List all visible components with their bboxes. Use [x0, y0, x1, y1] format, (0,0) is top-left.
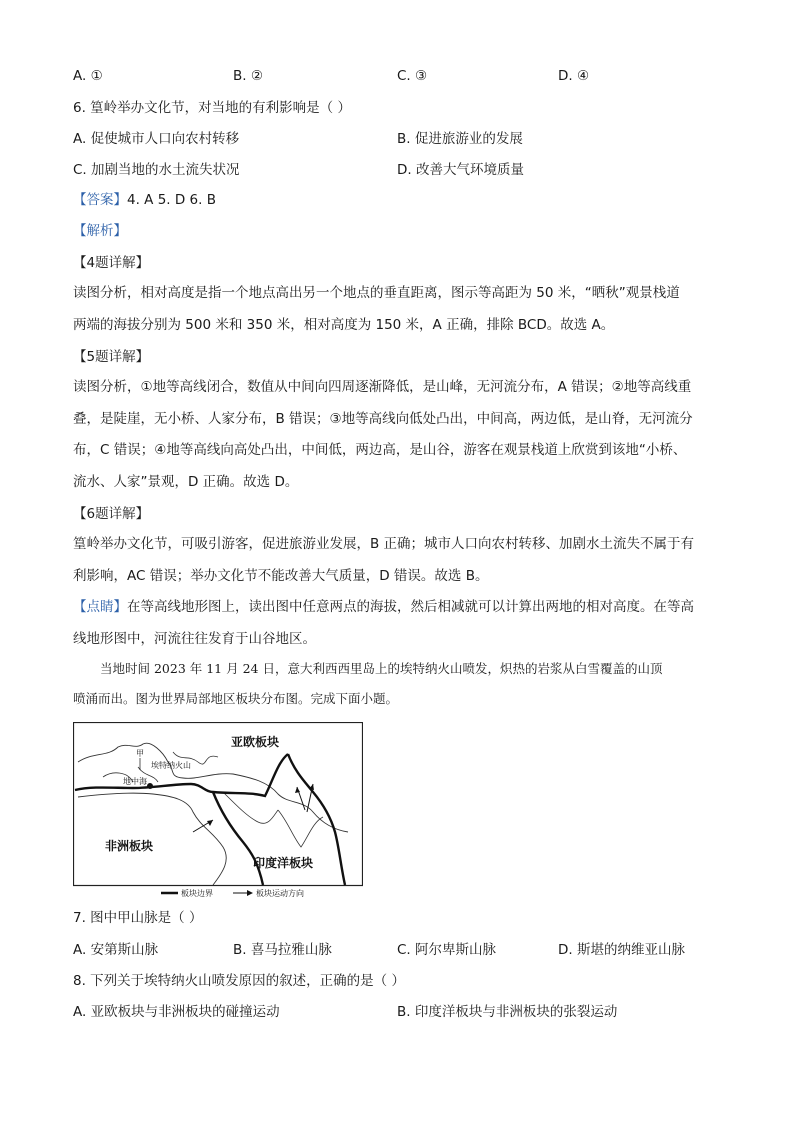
detail6-line: 利影响，AC 错误；举办文化节不能改善大气质量，D 错误。故选 B。 — [73, 567, 489, 584]
q6-option-b: B. 促进旅游业的发展 — [397, 131, 523, 147]
detail6-body — [73, 529, 723, 592]
q6-option-d: D. 改善大气环境质量 — [397, 162, 524, 178]
tips-body — [73, 592, 723, 655]
detail4-line: 两端的海拔分别为 500 米和 350 米，相对高度为 150 米，A 正确，排除 BCD。故选 A。 — [73, 316, 615, 333]
label-sea: 地中海 — [123, 777, 147, 786]
detail5-line: 读图分析，①地等高线闭合，数值从中间向四周逐渐降低，是山峰，无河流分布，A 错误；②地等高线重 — [73, 379, 692, 395]
label-etna: 埃特纳火山 — [151, 761, 191, 770]
label-indian-plate: 印度洋板块 — [253, 856, 314, 870]
q7-option-d: D. 斯堪的纳维亚山脉 — [558, 942, 685, 958]
q6-stem: 6. 篁岭举办文化节，对当地的有利影响是（ ） — [73, 100, 351, 116]
passage-line: 喷涌而出。图为世界局部地区板块分布图。完成下面小题。 — [73, 691, 399, 706]
q5-option-d: D. ④ — [558, 68, 590, 84]
q6-option-a: A. 促使城市人口向农村转移 — [73, 131, 240, 147]
tips-label: 【点睛】 — [73, 599, 127, 615]
label-jia: 甲 — [136, 749, 144, 758]
plate-map — [73, 722, 363, 898]
q8-option-a: A. 亚欧板块与非洲板块的碰撞运动 — [73, 1004, 280, 1020]
q7-option-c: C. 阿尔卑斯山脉 — [397, 942, 497, 958]
tips-line: 线地形图中，河流往往发育于山谷地区。 — [73, 630, 316, 647]
detail5-body — [73, 372, 723, 498]
legend-motion: 板块运动方向 — [256, 889, 304, 898]
legend-boundary: 板块边界 — [181, 889, 213, 898]
detail4-title: 【4题详解】 — [73, 255, 150, 271]
detail5-title: 【5题详解】 — [73, 349, 150, 365]
q5-option-a: A. ① — [73, 68, 103, 84]
label-african-plate: 非洲板块 — [105, 839, 154, 853]
detail5-line: 流水、人家”景观，D 正确。故选 D。 — [73, 473, 299, 490]
q6-option-c: C. 加剧当地的水土流失状况 — [73, 162, 240, 178]
detail4-line: 读图分析，相对高度是指一个地点高出另一个地点的垂直距离，图示等高距为 50 米，“晒秋”观景栈道 — [73, 285, 680, 301]
tips-line: 在等高线地形图上，读出图中任意两点的海拔，然后相减就可以计算出两地的相对高度。在等高 — [127, 599, 694, 615]
q8-stem: 8. 下列关于埃特纳火山喷发原因的叙述，正确的是（ ） — [73, 973, 405, 989]
detail4-body — [73, 278, 723, 341]
legend-arrow-head — [247, 890, 253, 896]
detail5-line: 叠，是陡崖，无小桥、人家分布，B 错误；③地等高线向低处凸出，中间高，两边低，是山脊，无河流分 — [73, 410, 693, 427]
q7-option-a: A. 安第斯山脉 — [73, 942, 159, 958]
q5-option-b: B. ② — [233, 68, 263, 84]
detail6-line: 篁岭举办文化节，可吸引游客，促进旅游业发展，B 正确；城市人口向农村转移、加剧水土流失不属于有 — [73, 536, 695, 552]
answer-line — [73, 190, 216, 210]
detail5-line: 布，C 错误；④地等高线向高处凸出，中间低，两边高，是山谷，游客在观景栈道上欣赏到该地“小桥、 — [73, 442, 687, 458]
analysis-label: 【解析】 — [73, 223, 127, 239]
answer-text: 4. A 5. D 6. B — [127, 192, 216, 208]
label-eurasian-plate: 亚欧板块 — [231, 735, 280, 749]
passage-line: 当地时间 2023 年 11 月 24 日，意大利西西里岛上的埃特纳火山喷发，炽热的岩浆从白雪覆盖的山顶 — [100, 661, 663, 676]
detail6-title: 【6题详解】 — [73, 506, 150, 522]
q7-option-b: B. 喜马拉雅山脉 — [233, 942, 332, 958]
q7-stem: 7. 图中甲山脉是（ ） — [73, 910, 203, 926]
volcano-marker — [147, 783, 153, 789]
answer-label: 【答案】 — [73, 192, 127, 208]
q8-option-b: B. 印度洋板块与非洲板块的张裂运动 — [397, 1004, 618, 1020]
q5-option-c: C. ③ — [397, 68, 428, 84]
